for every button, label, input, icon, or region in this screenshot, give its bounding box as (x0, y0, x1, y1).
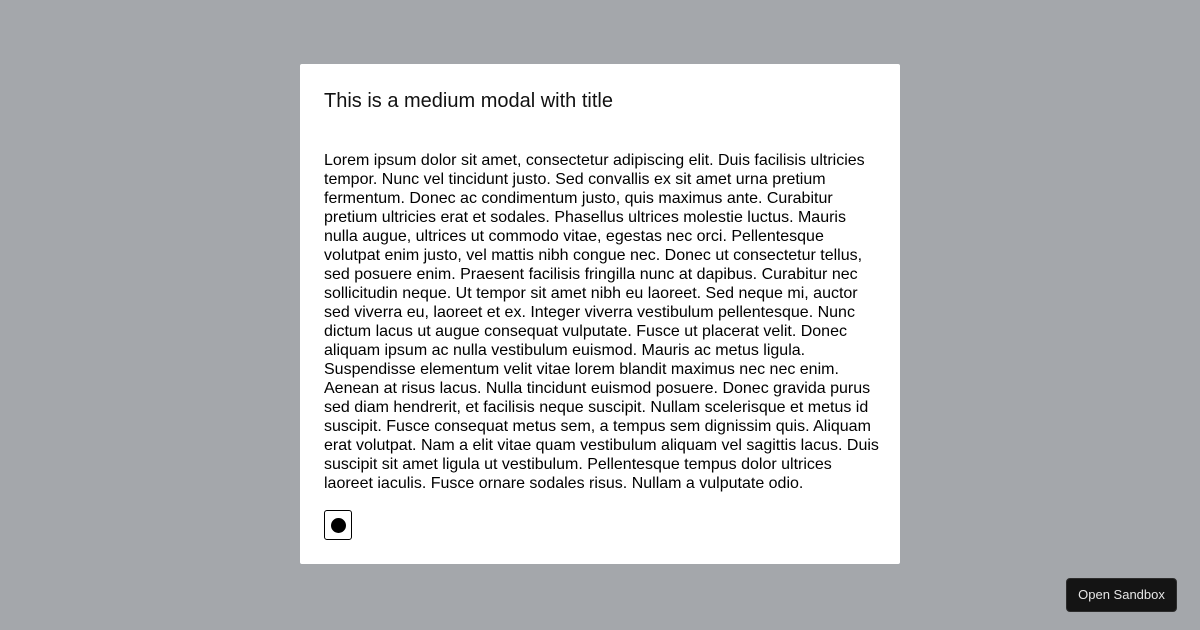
open-sandbox-button[interactable]: Open Sandbox (1066, 578, 1177, 612)
modal-title: This is a medium modal with title (324, 90, 613, 112)
modal-body-text: Lorem ipsum dolor sit amet, consectetur adipiscing elit. Duis facilisis ultricies tempor. Nunc vel tincidunt justo. Sed convallis ex sit amet urna pretium fermentum. Donec ac condimentum justo, quis maximus ante. Curabitur pretium ultricies erat et sodales. Phasellus ultrices molestie luctus. Mauris nulla augue, ultrices ut commodo vitae, egestas nec orci. Pellentesque volutpat enim justo, vel mattis nibh congue nec. Donec ut consectetur tellus, sed posuere enim. Praesent facilisis fringilla nunc at dapibus. Curabitur nec sollicitudin neque. Ut tempor sit amet nibh eu laoreet. Sed neque mi, auctor sed viverra eu, laoreet et ex. Integer viverra vestibulum pellentesque. Nunc dictum lacus ut augue consequat vulputate. Fusce ut placerat velit. Donec aliquam ipsum ac nulla vestibulum euismod. Mauris ac metus ligula. Suspendisse elementum velit vitae lorem blandit maximus nec nec enim. Aenean at risus lacus. Nulla tincidunt euismod posuere. Donec gravida purus sed diam hendrerit, et facilisis neque suscipit. Nullam scelerisque et metus id suscipit. Fusce consequat metus sem, a tempus sem dignissim quis. Aliquam erat volutpat. Nam a elit vitae quam vestibulum aliquam vel sagittis lacus. Duis suscipit sit amet ligula ut vestibulum. Pellentesque tempus dolor ultrices laoreet iaculis. Fusce ornare sodales risus. Nullam a vulputate odio. (324, 152, 879, 492)
modal-focus-button[interactable] (324, 510, 352, 540)
modal-dialog (300, 64, 900, 564)
filled-circle-icon (331, 518, 346, 533)
